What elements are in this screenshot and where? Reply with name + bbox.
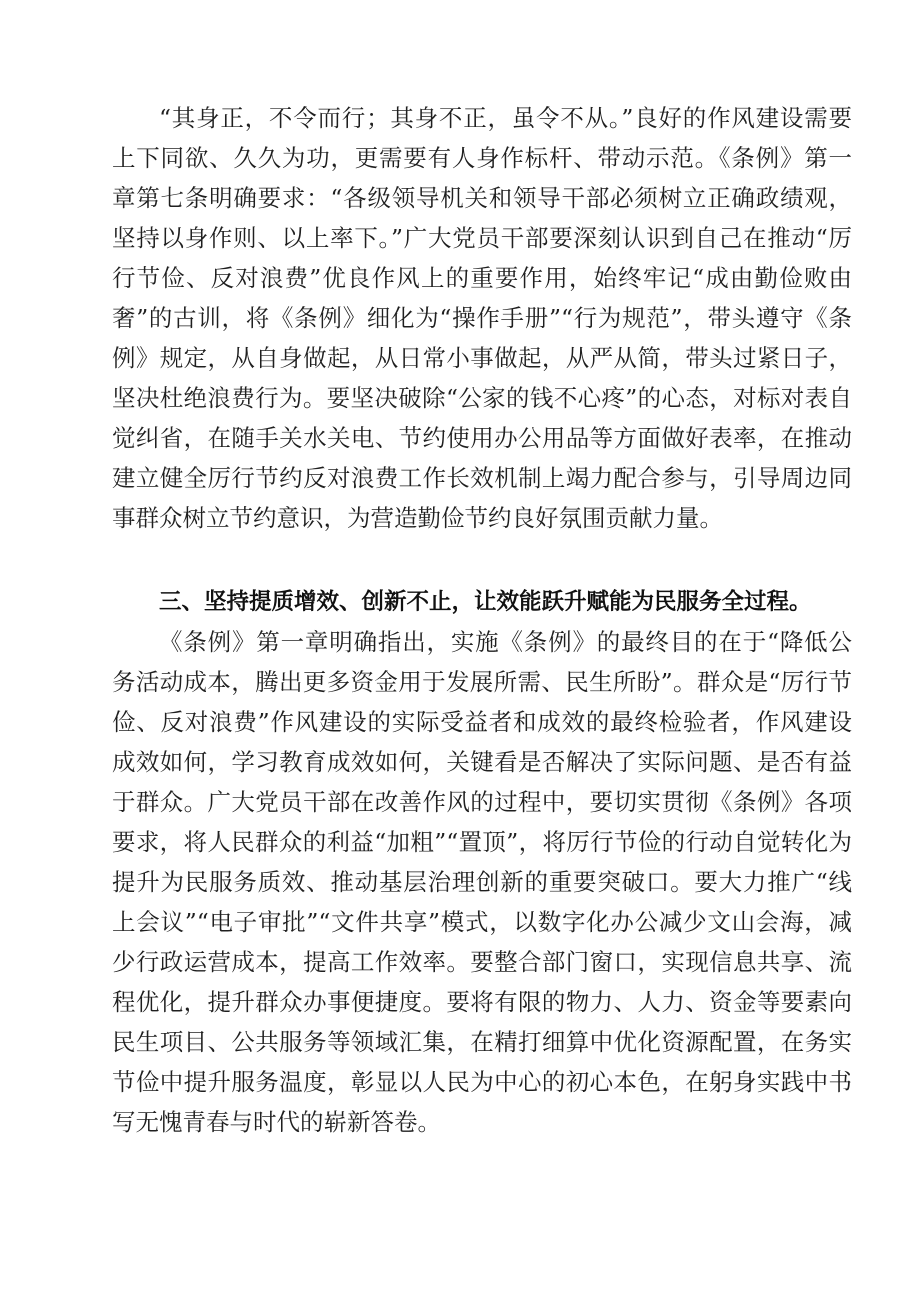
body-paragraph-2: 《条例》第一章明确指出，实施《条例》的最终目的在于“降低公务活动成本，腾出更多资金用于发展所需、民生所盼”。群众是“厉行节俭、反对浪费”作风建设的实际受益者和成效的最终检验者，作风建设成效如何，学习教育成效如何，关键看是否解决了实际问题、是否有益于群众。广大党员干部在改善作风的过程中，要切实贯彻《条例》各项要求，将人民群众的利益“加粗”“置顶”，将厉行节俭的行动自觉转化为提升为民服务质效、推动基层治理创新的重要突破口。要大力推广“线上会议”“电子审批”“文件共享”模式，以数字化办公减少文山会海，减少行政运营成本，提高工作效率。要整合部门窗口，实现信息共享、流程优化，提升群众办事便捷度。要将有限的物力、人力、资金等要素向民生项目、公共服务等领域汇集，在精打细算中优化资源配置，在务实节俭中提升服务温度，彰显以人民为中心的初心本色，在躬身实践中书写无愧青春与时代的崭新答卷。: [112, 628, 852, 1136]
section-heading-3: 三、坚持提质增效、创新不止，让效能跃升赋能为民服务全过程。: [159, 589, 812, 615]
body-paragraph-1: “其身正，不令而行；其身不正，虽令不从。”良好的作风建设需要上下同欲、久久为功，更需要有人身作标杆、带动示范。《条例》第一章第七条明确要求：“各级领导机关和领导干部必须树立正确政绩观，坚持以身作则、以上率下。”广大党员干部要深刻认识到自己在推动“厉行节俭、反对浪费”优良作风上的重要作用，始终牢记“成由勤俭败由奢”的古训，将《条例》细化为“操作手册”“行为规范”，带头遵守《条例》规定，从自身做起，从日常小事做起，从严从简，带头过紧日子，坚决杜绝浪费行为。要坚决破除“公家的钱不心疼”的心态，对标对表自觉纠省，在随手关水关电、节约使用办公用品等方面做好表率，在推动建立健全厉行节约反对浪费工作长效机制上竭力配合参与，引导周边同事群众树立节约意识，为营造勤俭节约良好氛围贡献力量。: [112, 104, 852, 532]
